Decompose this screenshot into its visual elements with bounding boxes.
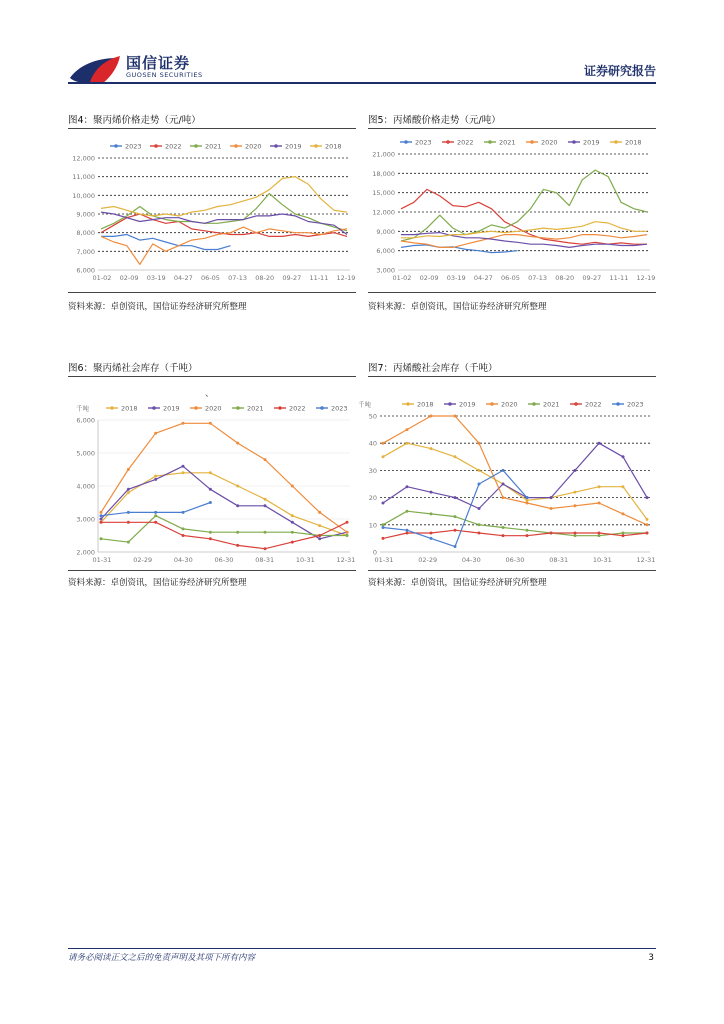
legend-label: 2022	[457, 138, 474, 147]
series-point-2022	[646, 531, 649, 534]
y-tick-label: 9,000	[376, 227, 395, 236]
x-tick-label: 01-02	[392, 274, 412, 282]
series-point-2023	[430, 537, 433, 540]
legend-marker	[446, 140, 450, 144]
legend-marker	[488, 140, 492, 144]
series-point-2019	[382, 502, 385, 505]
x-tick-label: 09-27	[282, 274, 302, 282]
acrylic-acid-price-chart	[368, 132, 656, 288]
series-point-2023	[182, 511, 185, 514]
legend-marker	[110, 406, 114, 410]
x-tick-label: 07-13	[228, 274, 248, 282]
legend-label: 2022	[585, 400, 602, 409]
series-point-2018	[430, 447, 433, 450]
series-point-2019	[454, 496, 457, 499]
y-tick-label: 12,000	[372, 208, 395, 217]
legend-marker	[194, 406, 198, 410]
series-point-2021	[382, 523, 385, 526]
series-point-2021	[209, 531, 212, 534]
report-type-label: 证券研究报告	[583, 64, 656, 78]
figure-source: 资料来源：卓创资讯，国信证券经济研究所整理	[68, 578, 247, 588]
legend-label: 2018	[325, 142, 342, 151]
x-tick-label: 03-19	[146, 274, 166, 282]
source-rule	[368, 292, 656, 293]
legend-label: 2020	[245, 142, 262, 151]
series-point-2019	[100, 518, 103, 521]
series-point-2021	[100, 537, 103, 540]
series-point-2022	[209, 537, 212, 540]
x-tick-label: 08-20	[555, 274, 575, 282]
y-tick-label: 7,000	[76, 247, 95, 256]
y-tick-label: 6,000	[76, 266, 95, 275]
series-point-2021	[574, 534, 577, 537]
series-point-2020	[478, 442, 481, 445]
series-point-2020	[182, 422, 185, 425]
legend-marker	[194, 144, 198, 148]
source-rule	[68, 570, 356, 571]
legend-marker	[574, 402, 578, 406]
series-point-2022	[346, 521, 349, 524]
series-point-2021	[346, 534, 349, 537]
series-point-2022	[598, 531, 601, 534]
x-tick-label: 12-19	[336, 274, 356, 282]
y-tick-label: 4,000	[76, 482, 95, 491]
legend-label: 2019	[459, 400, 476, 409]
series-point-2020	[382, 442, 385, 445]
legend-label: 2020	[501, 400, 518, 409]
legend-label: 2018	[417, 400, 434, 409]
x-tick-label: 06-30	[214, 556, 234, 564]
y-tick-label: 11,000	[72, 173, 95, 182]
x-tick-label: 08-31	[549, 556, 569, 564]
x-tick-label: 09-27	[582, 274, 602, 282]
legend-marker	[236, 406, 240, 410]
legend-label: 2021	[205, 142, 222, 151]
figure-4-panel	[68, 112, 356, 322]
y-tick-label: 12,000	[72, 154, 95, 163]
series-point-2018	[382, 455, 385, 458]
x-tick-label: 08-31	[255, 556, 275, 564]
series-point-2023	[100, 514, 103, 517]
y-tick-label: 3,000	[376, 266, 395, 275]
pp-inventory-chart	[68, 380, 356, 570]
series-point-2022	[526, 534, 529, 537]
series-point-2018	[264, 498, 267, 501]
series-point-2021	[236, 531, 239, 534]
series-point-2019	[264, 504, 267, 507]
series-point-2020	[454, 415, 457, 418]
footer-disclaimer: 请务必阅读正文之后的免责声明及其项下所有内容	[68, 953, 256, 963]
series-point-2022	[318, 534, 321, 537]
series-point-2018	[574, 491, 577, 494]
series-point-2020	[502, 496, 505, 499]
y-tick-label: 21,000	[372, 150, 395, 159]
series-point-2020	[318, 511, 321, 514]
series-point-2019	[478, 507, 481, 510]
y-tick-label: 40	[368, 439, 377, 448]
series-point-2018	[526, 499, 529, 502]
figure-7-panel	[358, 360, 656, 590]
x-tick-label: 02-09	[419, 274, 439, 282]
series-point-2018	[154, 475, 157, 478]
series-point-2021	[291, 531, 294, 534]
legend-marker	[152, 406, 156, 410]
series-point-2019	[209, 488, 212, 491]
stray-mark: 、	[205, 389, 215, 399]
series-point-2020	[291, 485, 294, 488]
x-tick-label: 08-20	[255, 274, 275, 282]
series-point-2021	[598, 534, 601, 537]
title-rule	[368, 128, 656, 129]
x-tick-label: 04-30	[173, 556, 193, 564]
title-rule	[368, 376, 656, 377]
legend-label: 2020	[205, 404, 222, 413]
series-point-2021	[406, 510, 409, 513]
y-tick-label: 0	[372, 548, 377, 557]
y-tick-label: 9,000	[76, 210, 95, 219]
legend-marker	[154, 144, 158, 148]
figure-source: 资料来源：卓创资讯，国信证券经济研究所整理	[368, 302, 547, 312]
series-point-2020	[127, 468, 130, 471]
x-tick-label: 03-19	[446, 274, 466, 282]
x-tick-label: 06-30	[505, 556, 525, 564]
legend-label: 2023	[125, 142, 142, 151]
source-rule	[368, 570, 656, 571]
page-number: 3	[648, 953, 654, 963]
legend-label: 2021	[247, 404, 264, 413]
x-tick-label: 04-27	[173, 274, 193, 282]
series-point-2020	[100, 511, 103, 514]
legend-marker	[406, 402, 410, 406]
series-line-2021	[101, 194, 347, 231]
series-point-2021	[154, 514, 157, 517]
series-point-2021	[622, 531, 625, 534]
legend-marker	[234, 144, 238, 148]
series-point-2020	[646, 523, 649, 526]
legend-marker	[490, 402, 494, 406]
figure-title: 图4：聚丙烯价格走势（元/吨）	[68, 115, 201, 126]
y-tick-label: 18,000	[372, 169, 395, 178]
x-tick-label: 02-29	[133, 556, 153, 564]
series-point-2019	[646, 496, 649, 499]
series-point-2020	[622, 512, 625, 515]
x-tick-label: 07-13	[528, 274, 548, 282]
legend-marker	[320, 406, 324, 410]
series-point-2021	[264, 531, 267, 534]
series-line-2020	[383, 416, 647, 525]
figure-title: 图6：聚丙烯社会库存（千吨）	[68, 363, 198, 374]
series-line-2019	[101, 212, 347, 234]
y-tick-label: 15,000	[372, 189, 395, 198]
series-point-2022	[550, 531, 553, 534]
series-point-2022	[154, 521, 157, 524]
series-point-2018	[406, 442, 409, 445]
legend-marker	[530, 140, 534, 144]
series-point-2023	[526, 496, 529, 499]
series-point-2023	[154, 511, 157, 514]
series-point-2020	[598, 502, 601, 505]
series-point-2020	[574, 504, 577, 507]
page-header	[0, 0, 724, 90]
series-point-2023	[478, 483, 481, 486]
series-point-2020	[406, 428, 409, 431]
series-point-2021	[430, 512, 433, 515]
y-tick-label: 30	[368, 466, 377, 475]
logo-text-en: GUOSEN SECURITIES	[126, 71, 203, 79]
y-tick-label: 10,000	[72, 191, 95, 200]
legend-marker	[314, 144, 318, 148]
x-tick-label: 02-09	[119, 274, 139, 282]
series-point-2020	[346, 531, 349, 534]
series-point-2021	[127, 541, 130, 544]
y-tick-label: 6,000	[376, 247, 395, 256]
legend-marker	[274, 144, 278, 148]
series-point-2019	[318, 537, 321, 540]
series-point-2021	[182, 527, 185, 530]
footer-divider	[68, 948, 656, 949]
series-point-2023	[127, 511, 130, 514]
legend-label: 2021	[499, 138, 516, 147]
header-divider	[68, 82, 656, 84]
series-point-2021	[454, 515, 457, 518]
series-point-2022	[291, 541, 294, 544]
series-point-2020	[209, 422, 212, 425]
series-point-2020	[264, 458, 267, 461]
legend-label: 2018	[121, 404, 138, 413]
legend-label: 2019	[163, 404, 180, 413]
series-line-2018	[101, 473, 347, 536]
logo-text-cn: 国信证券	[126, 54, 191, 72]
series-point-2018	[598, 485, 601, 488]
x-tick-label: 02-29	[418, 556, 438, 564]
series-point-2022	[622, 534, 625, 537]
series-point-2022	[236, 544, 239, 547]
x-tick-label: 01-31	[374, 556, 394, 564]
legend-label: 2020	[541, 138, 558, 147]
pp-price-chart	[68, 132, 356, 288]
series-point-2019	[236, 504, 239, 507]
y-tick-label: 2,000	[76, 548, 95, 557]
series-point-2019	[598, 442, 601, 445]
series-point-2018	[478, 469, 481, 472]
series-point-2019	[622, 455, 625, 458]
legend-label: 2023	[627, 400, 644, 409]
series-point-2022	[406, 531, 409, 534]
y-tick-label: 8,000	[76, 229, 95, 238]
series-line-2018	[383, 443, 647, 519]
legend-label: 2021	[543, 400, 560, 409]
y-tick-label: 10	[368, 521, 377, 530]
figure-source: 资料来源：卓创资讯，国信证券经济研究所整理	[68, 302, 247, 312]
legend-marker	[572, 140, 576, 144]
x-tick-label: 10-31	[592, 556, 612, 564]
series-point-2020	[550, 507, 553, 510]
title-rule	[68, 128, 356, 129]
x-tick-label: 04-30	[461, 556, 481, 564]
x-tick-label: 06-05	[500, 274, 520, 282]
series-point-2018	[291, 514, 294, 517]
series-point-2018	[454, 455, 457, 458]
y-tick-label: 6,000	[76, 416, 95, 425]
y-tick-label: 20	[368, 494, 377, 503]
series-point-2022	[100, 521, 103, 524]
x-tick-label: 12-19	[636, 274, 656, 282]
series-point-2021	[526, 529, 529, 532]
series-point-2022	[430, 531, 433, 534]
series-point-2019	[574, 469, 577, 472]
legend-label: 2019	[583, 138, 600, 147]
series-point-2019	[154, 478, 157, 481]
axis-ylabel: 千吨	[358, 400, 371, 409]
figure-source: 资料来源：卓创资讯，国信证券经济研究所整理	[368, 578, 547, 588]
axis-ylabel: 千吨	[76, 404, 89, 413]
series-point-2023	[454, 545, 457, 548]
y-tick-label: 50	[368, 412, 377, 421]
series-point-2020	[154, 432, 157, 435]
series-point-2018	[209, 471, 212, 474]
series-point-2020	[430, 415, 433, 418]
series-point-2021	[502, 526, 505, 529]
legend-label: 2022	[165, 142, 182, 151]
source-rule	[68, 292, 356, 293]
series-point-2019	[291, 521, 294, 524]
legend-label: 2023	[415, 138, 432, 147]
series-point-2018	[318, 524, 321, 527]
x-tick-label: 06-05	[200, 274, 220, 282]
series-point-2020	[526, 502, 529, 505]
series-point-2023	[209, 501, 212, 504]
series-point-2020	[236, 442, 239, 445]
series-point-2019	[430, 491, 433, 494]
legend-marker	[614, 140, 618, 144]
x-tick-label: 10-31	[295, 556, 315, 564]
series-point-2018	[127, 491, 130, 494]
legend-marker	[532, 402, 536, 406]
series-point-2021	[478, 523, 481, 526]
figure-title: 图7：丙烯酸社会库存（千吨）	[368, 363, 498, 374]
legend-marker	[278, 406, 282, 410]
series-point-2019	[550, 496, 553, 499]
series-point-2023	[502, 469, 505, 472]
legend-marker	[404, 140, 408, 144]
y-tick-label: 3,000	[76, 515, 95, 524]
series-line-2020	[101, 423, 347, 532]
series-point-2018	[182, 471, 185, 474]
x-tick-label: 01-31	[92, 556, 112, 564]
legend-marker	[616, 402, 620, 406]
legend-marker	[114, 144, 118, 148]
series-point-2022	[454, 529, 457, 532]
series-point-2018	[622, 485, 625, 488]
legend-label: 2023	[331, 404, 348, 413]
series-point-2019	[406, 485, 409, 488]
series-point-2022	[502, 534, 505, 537]
series-point-2022	[264, 547, 267, 550]
series-point-2023	[382, 526, 385, 529]
series-line-2018	[101, 177, 347, 216]
series-line-2022	[101, 522, 347, 548]
series-point-2022	[127, 521, 130, 524]
x-tick-label: 11-11	[309, 274, 329, 282]
series-line-2019	[401, 233, 647, 248]
title-rule	[68, 376, 356, 377]
series-point-2018	[236, 485, 239, 488]
legend-marker	[448, 402, 452, 406]
series-point-2022	[382, 537, 385, 540]
series-point-2019	[127, 488, 130, 491]
x-tick-label: 12-31	[336, 556, 356, 564]
series-point-2022	[478, 531, 481, 534]
acrylic-acid-inventory-chart	[358, 380, 656, 570]
series-line-2019	[383, 443, 647, 508]
series-point-2022	[574, 531, 577, 534]
legend-label: 2022	[289, 404, 306, 413]
series-point-2022	[182, 534, 185, 537]
series-point-2023	[406, 529, 409, 532]
series-line-2022	[383, 530, 647, 538]
figure-5-panel	[368, 112, 656, 322]
figure-title: 图5：丙烯酸价格走势（元/吨）	[368, 115, 501, 126]
series-point-2018	[646, 518, 649, 521]
x-tick-label: 12-31	[636, 556, 656, 564]
legend-label: 2019	[285, 142, 302, 151]
x-tick-label: 11-11	[609, 274, 629, 282]
x-tick-label: 01-02	[92, 274, 112, 282]
series-point-2019	[502, 483, 505, 486]
series-line-2021	[383, 511, 647, 536]
legend-label: 2018	[625, 138, 642, 147]
y-tick-label: 5,000	[76, 449, 95, 458]
series-point-2019	[182, 465, 185, 468]
x-tick-label: 04-27	[473, 274, 493, 282]
